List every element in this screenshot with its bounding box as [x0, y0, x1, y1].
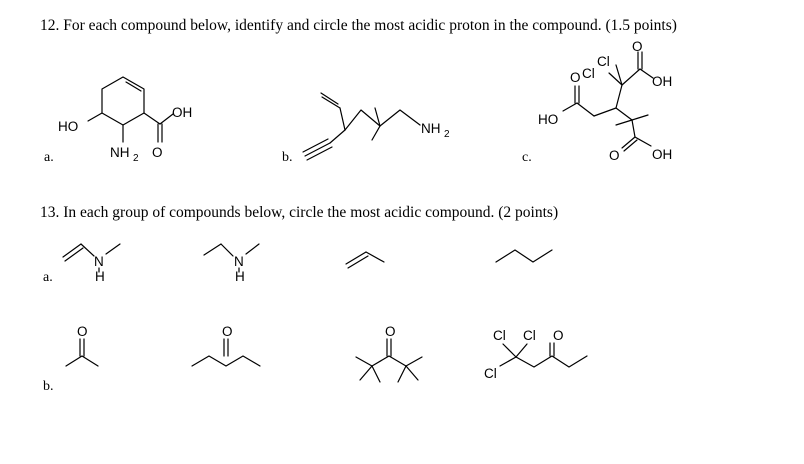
label-13a: a.: [43, 270, 53, 285]
oh-label: OH: [172, 105, 193, 120]
label-12b: b.: [282, 150, 293, 165]
n-label-2: N: [234, 254, 244, 269]
o-label-b1: O: [77, 324, 88, 339]
label-12c: c.: [522, 150, 532, 165]
oh-label-c1: OH: [652, 74, 673, 89]
nh-label: NH: [110, 145, 130, 160]
o-label-c1: O: [570, 70, 581, 85]
cl-label-c1: Cl: [582, 66, 595, 81]
cl-label-c2: Cl: [597, 54, 610, 69]
o-label: O: [152, 145, 163, 160]
nh2-label-b: NH: [421, 121, 441, 136]
sub-2-label-b: 2: [444, 129, 450, 140]
oh-label-c2: OH: [652, 147, 673, 162]
label-13b: b.: [43, 379, 54, 394]
sub-2-label: 2: [133, 153, 139, 164]
h-label-1: H: [95, 269, 105, 284]
label-12a: a.: [44, 150, 54, 165]
o-label-b3: O: [385, 324, 396, 339]
question-13-text: 13. In each group of compounds below, circle the most acidic compound. (2 points): [40, 204, 559, 221]
ho-label: HO: [58, 119, 79, 134]
ho-label-c: HO: [538, 112, 559, 127]
o-label-c3: O: [609, 148, 620, 163]
h-label-2: H: [235, 269, 245, 284]
cl-label-b3: Cl: [484, 366, 497, 381]
o-label-b2: O: [222, 324, 233, 339]
o-label-b4: O: [553, 328, 564, 343]
question-12-text: 12. For each compound below, identify and circle the most acidic proton in the compound. (1.5 points): [40, 17, 677, 34]
cl-label-b2: Cl: [523, 328, 536, 343]
n-label-1: N: [94, 254, 104, 269]
o-label-c2: O: [632, 39, 643, 54]
cl-label-b1: Cl: [493, 328, 506, 343]
